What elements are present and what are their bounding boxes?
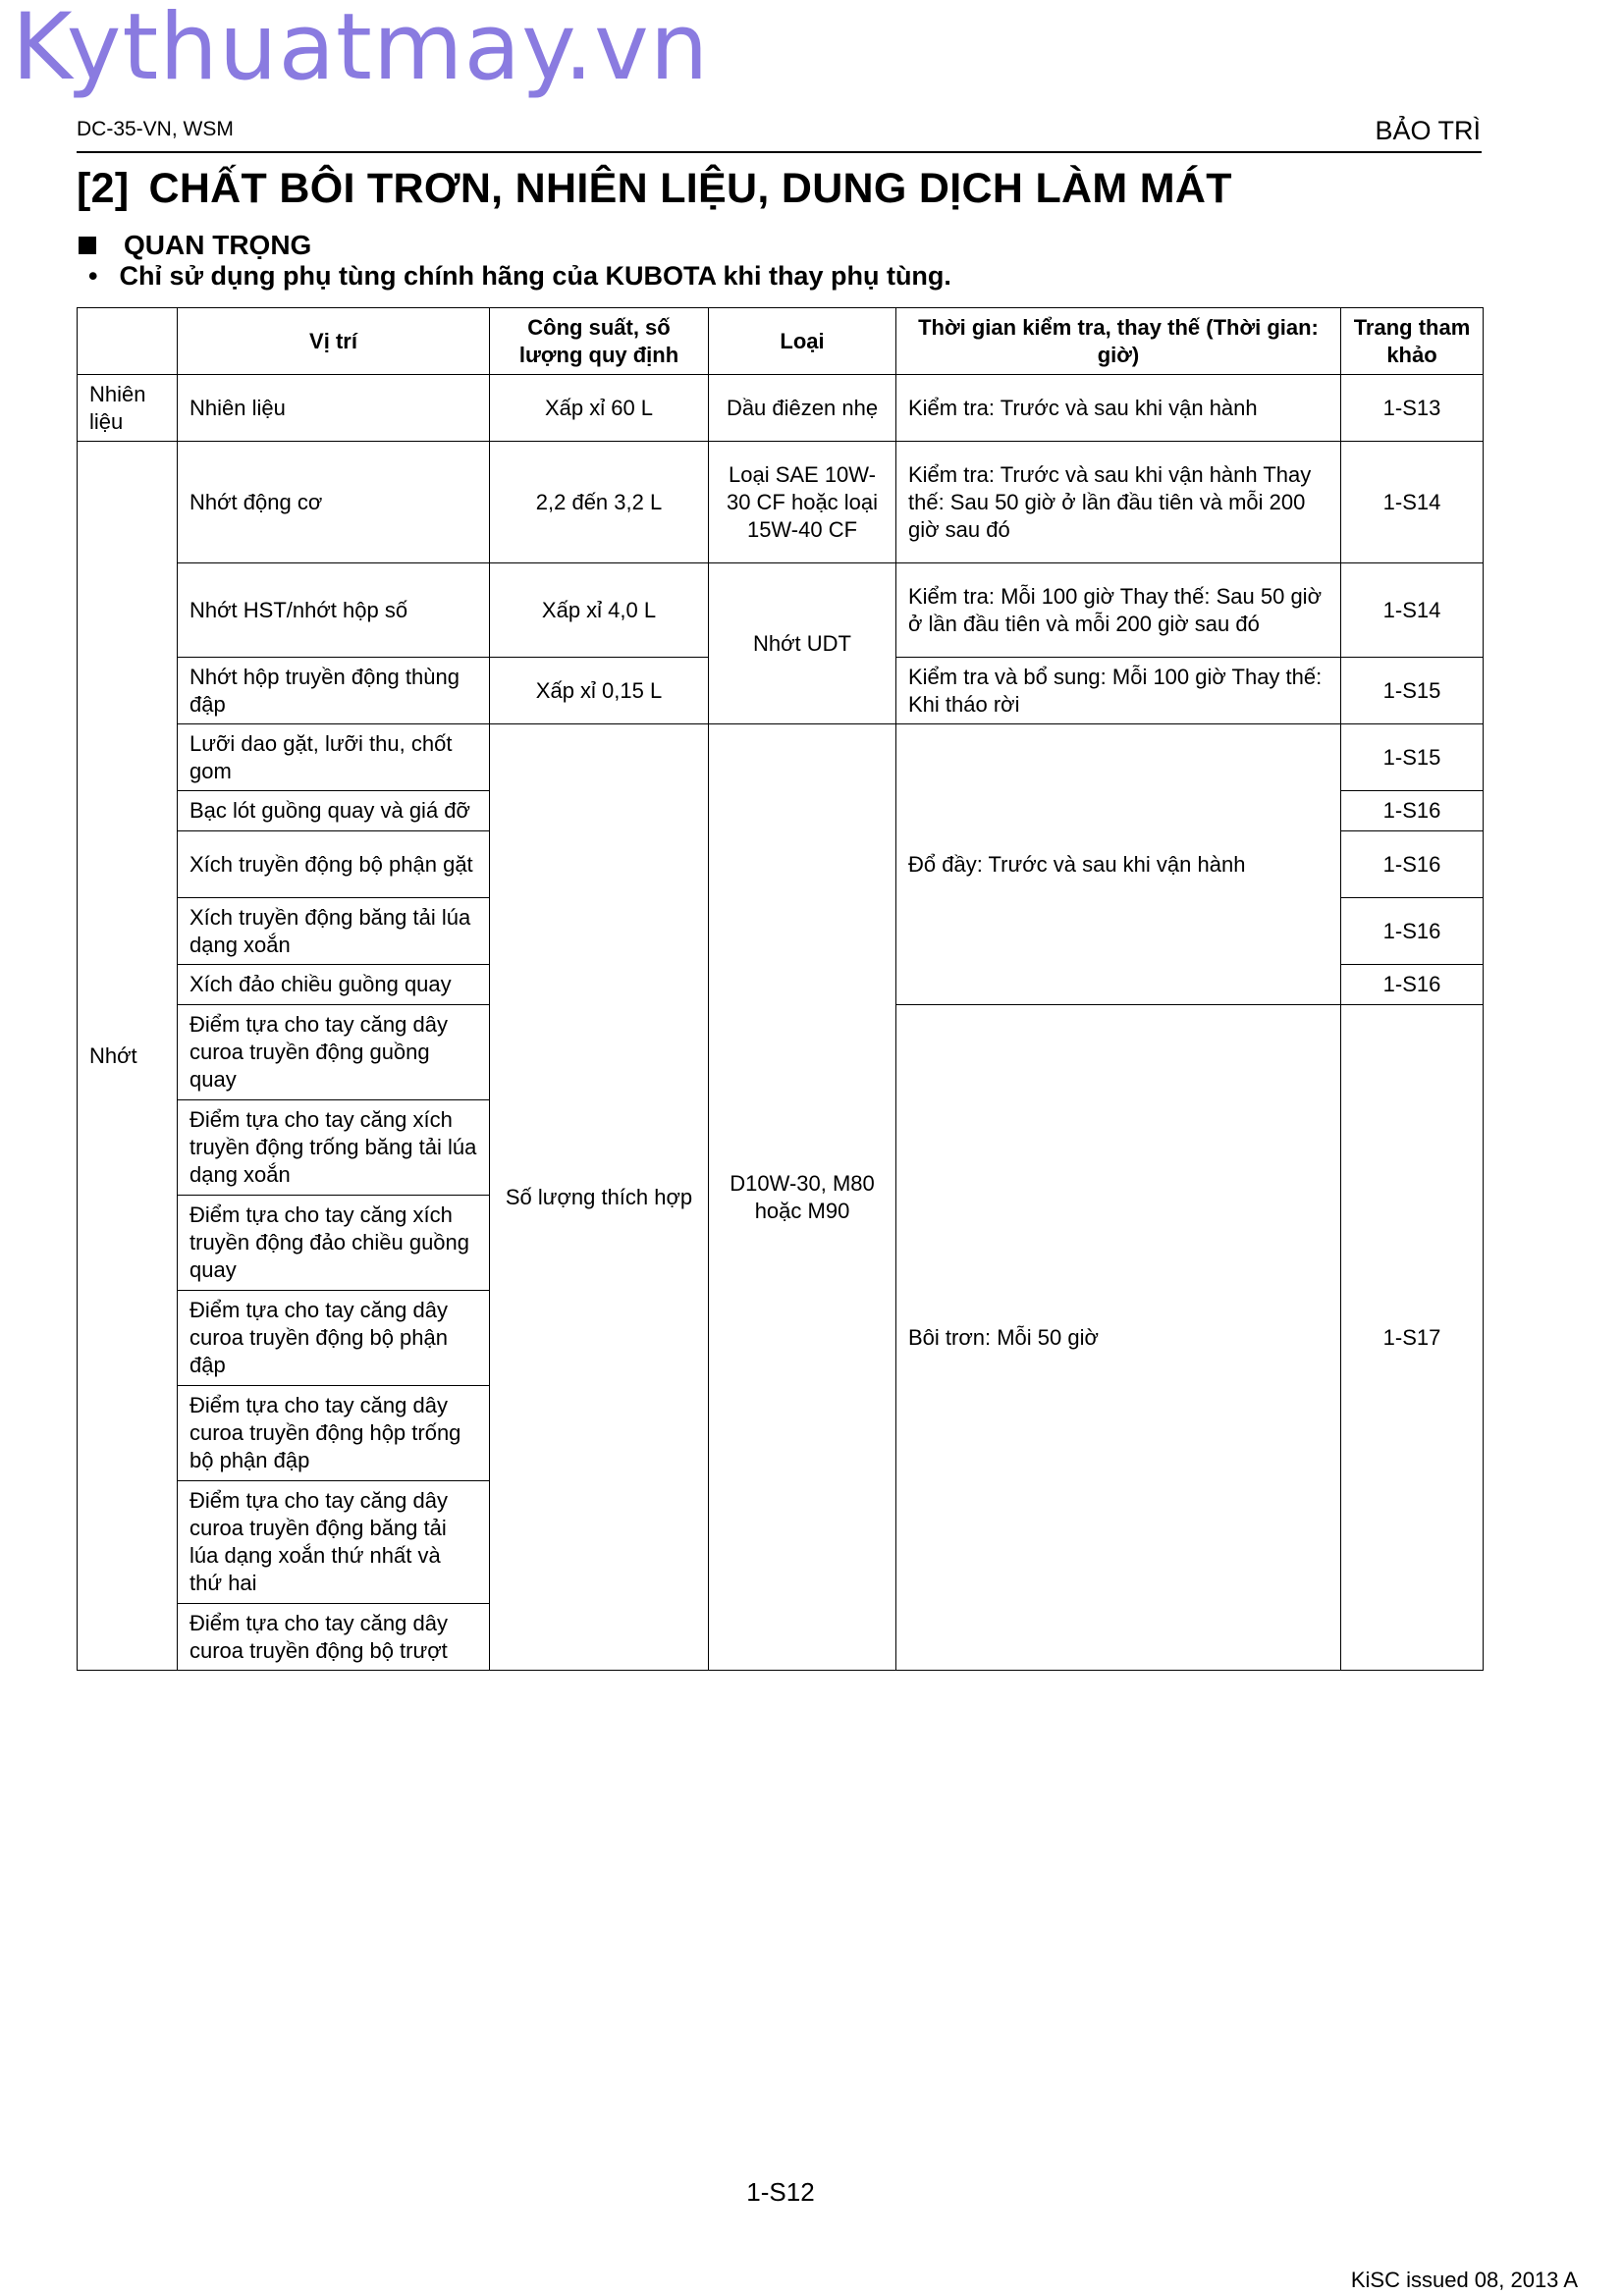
hst-oil-interval: Kiểm tra: Mỗi 100 giờ Thay thế: Sau 50 giờ ở lần đầu tiên và mỗi 200 giờ sau đó bbox=[896, 563, 1341, 658]
hst-oil-item: Nhớt HST/nhớt hộp số bbox=[178, 563, 490, 658]
header-type: Loại bbox=[709, 308, 896, 375]
engine-oil-type: Loại SAE 10W-30 CF hoặc loại 15W-40 CF bbox=[709, 442, 896, 563]
engine-oil-item: Nhớt động cơ bbox=[178, 442, 490, 563]
thresher-gear-oil-item: Nhớt hộp truyền động thùng đập bbox=[178, 658, 490, 724]
header-position: Vị trí bbox=[178, 308, 490, 375]
header-capacity: Công suất, số lượng quy định bbox=[490, 308, 709, 375]
fill-item: Xích truyền động băng tải lúa dạng xoắn bbox=[178, 898, 490, 965]
shared-type: D10W-30, M80 hoặc M90 bbox=[709, 724, 896, 1671]
fuel-ref: 1-S13 bbox=[1341, 375, 1484, 442]
fill-ref: 1-S16 bbox=[1341, 791, 1484, 831]
important-heading bbox=[77, 230, 311, 261]
issue-note: KiSC issued 08, 2013 A bbox=[1350, 2268, 1578, 2292]
grease-item: Điểm tựa cho tay căng dây curoa truyền động bộ trượt bbox=[178, 1604, 490, 1671]
grease-ref: 1-S17 bbox=[1341, 1005, 1484, 1671]
fill-item: Xích truyền động bộ phận gặt bbox=[178, 831, 490, 898]
table-row bbox=[78, 724, 1484, 791]
engine-oil-capacity: 2,2 đến 3,2 L bbox=[490, 442, 709, 563]
page-title bbox=[77, 165, 1232, 213]
engine-oil-interval: Kiểm tra: Trước và sau khi vận hành Thay thế: Sau 50 giờ ở lần đầu tiên và mỗi 200 giờ sau đó bbox=[896, 442, 1341, 563]
fuel-category: Nhiên liệu bbox=[78, 375, 178, 442]
important-note bbox=[88, 261, 951, 292]
doc-code: DC-35-VN, WSM bbox=[77, 118, 234, 140]
udt-type: Nhớt UDT bbox=[709, 563, 896, 724]
fill-item: Xích đảo chiều guồng quay bbox=[178, 965, 490, 1005]
header-interval: Thời gian kiểm tra, thay thế (Thời gian: giờ) bbox=[896, 308, 1341, 375]
fill-interval: Đổ đầy: Trước và sau khi vận hành bbox=[896, 724, 1341, 1005]
grease-interval: Bôi trơn: Mỗi 50 giờ bbox=[896, 1005, 1341, 1671]
table-header-row bbox=[78, 308, 1484, 375]
important-label: QUAN TRỌNG bbox=[124, 230, 312, 260]
section-number: [2] bbox=[77, 165, 130, 212]
grease-item: Điểm tựa cho tay căng xích truyền động trống băng tải lúa dạng xoắn bbox=[178, 1100, 490, 1196]
fill-item: Lưỡi dao gặt, lưỡi thu, chốt gom bbox=[178, 724, 490, 791]
fill-ref: 1-S16 bbox=[1341, 831, 1484, 898]
thresher-gear-oil-ref: 1-S15 bbox=[1341, 658, 1484, 724]
table-row bbox=[78, 442, 1484, 563]
grease-item: Điểm tựa cho tay căng xích truyền động đảo chiều guồng quay bbox=[178, 1196, 490, 1291]
engine-oil-ref: 1-S14 bbox=[1341, 442, 1484, 563]
table-row bbox=[78, 563, 1484, 658]
grease-item: Điểm tựa cho tay căng dây curoa truyền động guồng quay bbox=[178, 1005, 490, 1100]
thresher-gear-oil-capacity: Xấp xỉ 0,15 L bbox=[490, 658, 709, 724]
fuel-interval: Kiểm tra: Trước và sau khi vận hành bbox=[896, 375, 1341, 442]
fuel-item: Nhiên liệu bbox=[178, 375, 490, 442]
square-bullet-icon bbox=[79, 237, 96, 254]
hst-oil-ref: 1-S14 bbox=[1341, 563, 1484, 658]
header-ref: Trang tham khảo bbox=[1341, 308, 1484, 375]
lubricant-table bbox=[77, 307, 1484, 1671]
note-text: Chỉ sử dụng phụ tùng chính hãng của KUBOTA khi thay phụ tùng. bbox=[119, 261, 951, 291]
fill-ref: 1-S16 bbox=[1341, 898, 1484, 965]
oil-category: Nhớt bbox=[78, 442, 178, 1671]
grease-item: Điểm tựa cho tay căng dây curoa truyền động băng tải lúa dạng xoắn thứ nhất và thứ hai bbox=[178, 1481, 490, 1604]
thresher-gear-oil-interval: Kiểm tra và bổ sung: Mỗi 100 giờ Thay thế: Khi tháo rời bbox=[896, 658, 1341, 724]
fill-ref: 1-S15 bbox=[1341, 724, 1484, 791]
shared-capacity: Số lượng thích hợp bbox=[490, 724, 709, 1671]
header-position-spacer bbox=[78, 308, 178, 375]
fuel-type: Dầu điêzen nhẹ bbox=[709, 375, 896, 442]
section-title: BẢO TRÌ bbox=[1375, 116, 1481, 145]
page-number: 1-S12 bbox=[746, 2177, 815, 2207]
fill-item: Bạc lót guồng quay và giá đỡ bbox=[178, 791, 490, 831]
grease-item: Điểm tựa cho tay căng dây curoa truyền động bộ phận đập bbox=[178, 1291, 490, 1386]
hst-oil-capacity: Xấp xỉ 4,0 L bbox=[490, 563, 709, 658]
title-text: CHẤT BÔI TRƠN, NHIÊN LIỆU, DUNG DỊCH LÀM MÁT bbox=[148, 165, 1232, 212]
fill-ref: 1-S16 bbox=[1341, 965, 1484, 1005]
bullet-icon: • bbox=[88, 261, 98, 291]
watermark: Kythuatmay.vn bbox=[12, 0, 710, 101]
grease-item: Điểm tựa cho tay căng dây curoa truyền động hộp trống bộ phận đập bbox=[178, 1386, 490, 1481]
fuel-capacity: Xấp xỉ 60 L bbox=[490, 375, 709, 442]
header-rule bbox=[77, 151, 1482, 153]
table-row bbox=[78, 375, 1484, 442]
